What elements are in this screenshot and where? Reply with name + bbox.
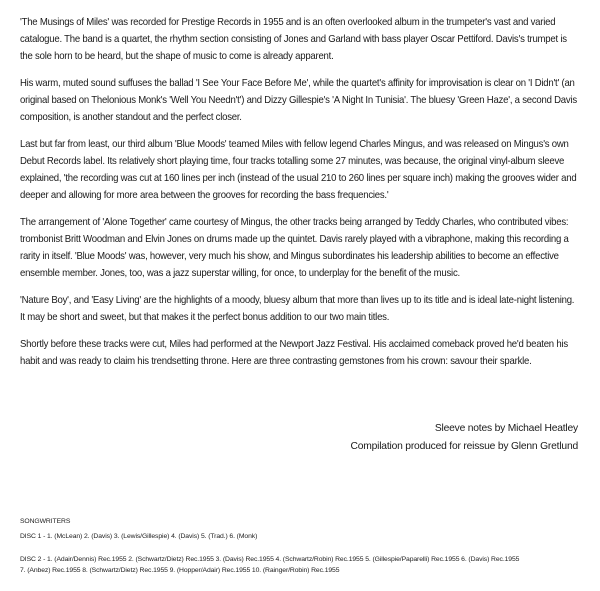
disc-1-songwriters: DISC 1 - 1. (McLean) 2. (Davis) 3. (Lewis/Gillespie) 4. (Davis) 5. (Trad.) 6. (Monk)	[20, 533, 258, 540]
disc-2-songwriters-line-1: DISC 2 - 1. (Adair/Dennis) Rec.1955 2. (Schwartz/Dietz) Rec.1955 3. (Davis) Rec.1955 4. (Schwartz/Robin) Rec.1955 5. (Gillespie/Paparelli) Rec.1955 6. (Davis) Rec.1955	[20, 556, 520, 563]
liner-notes-body	[20, 14, 580, 380]
paragraph-alone-together: The arrangement of 'Alone Together' came courtesy of Mingus, the other tracks being arranged by Teddy Charles, who contributed vibes: trombonist Britt Woodman and Elvin Jones on drums made up the quintet. Davis rarely played with a vibraphone, making this recording a rarity in itself. 'Blue Moods' was, however, very much his show, and Mingus subordinates his leadership abilities to become an effective ensemble member. Jones, too, was a jazz superstar willing, for once, to underplay for the benefit of the music.	[20, 217, 569, 279]
paragraph-muted-sound: His warm, muted sound suffuses the ballad 'I See Your Face Before Me', while the quartet's affinity for improvisation is clear on 'I Didn't' (an original based on Thelonious Monk's 'Well You Needn't') and Dizzy Gillespie's 'A Night In Tunisia'. The bluesy 'Green Haze', a second Davis composition, is another standout and the perfect closer.	[20, 78, 577, 123]
paragraph-blue-moods: Last but far from least, our third album 'Blue Moods' teamed Miles with fellow legend Charles Mingus, and was released on Mingus's own Debut Records label. Its relatively short playing time, four tracks totalling some 27 minutes, was because, the original vinyl-album sleeve explained, 'the recording was cut at 160 lines per inch (instead of the usual 210 to 260 lines per square inch) making the grooves wider and deeper and allowing for more area between the grooves for recording the bass frequencies.'	[20, 139, 577, 201]
songwriters-heading: SONGWRITERS	[20, 518, 71, 525]
compilation-credit: Compilation produced for reissue by Glenn Gretlund	[350, 441, 578, 452]
disc-2-songwriters-line-2: 7. (Anbez) Rec.1955 8. (Schwartz/Dietz) Rec.1955 9. (Hopper/Adair) Rec.1955 10. (Rainger/Robin) Rec.1955	[20, 567, 340, 574]
sleeve-notes-credit: Sleeve notes by Michael Heatley	[434, 423, 578, 434]
songwriters-section	[20, 516, 595, 576]
paragraph-nature-boy: 'Nature Boy', and 'Easy Living' are the highlights of a moody, bluesy album that more than lives up to its title and is ideal late-night listening. It may be short and sweet, but that makes it the perfect bonus addition to our two main titles.	[20, 295, 575, 323]
paragraph-musings-of-miles: 'The Musings of Miles' was recorded for Prestige Records in 1955 and is an often overlooked album in the trumpeter's vast and varied catalogue. The band is a quartet, the rhythm section consisting of Jones and Garland with bass player Oscar Pettiford. Davis's trumpet is the sole horn to be heard, but the shape of music to come is already apparent.	[20, 17, 567, 62]
paragraph-newport: Shortly before these tracks were cut, Miles had performed at the Newport Jazz Festival. His acclaimed comeback proved he'd beaten his habit and was ready to claim his trendsetting throne. Here are three contrasting gemstones from his crown: savour their sparkle.	[20, 339, 568, 367]
credits-block	[350, 420, 578, 456]
